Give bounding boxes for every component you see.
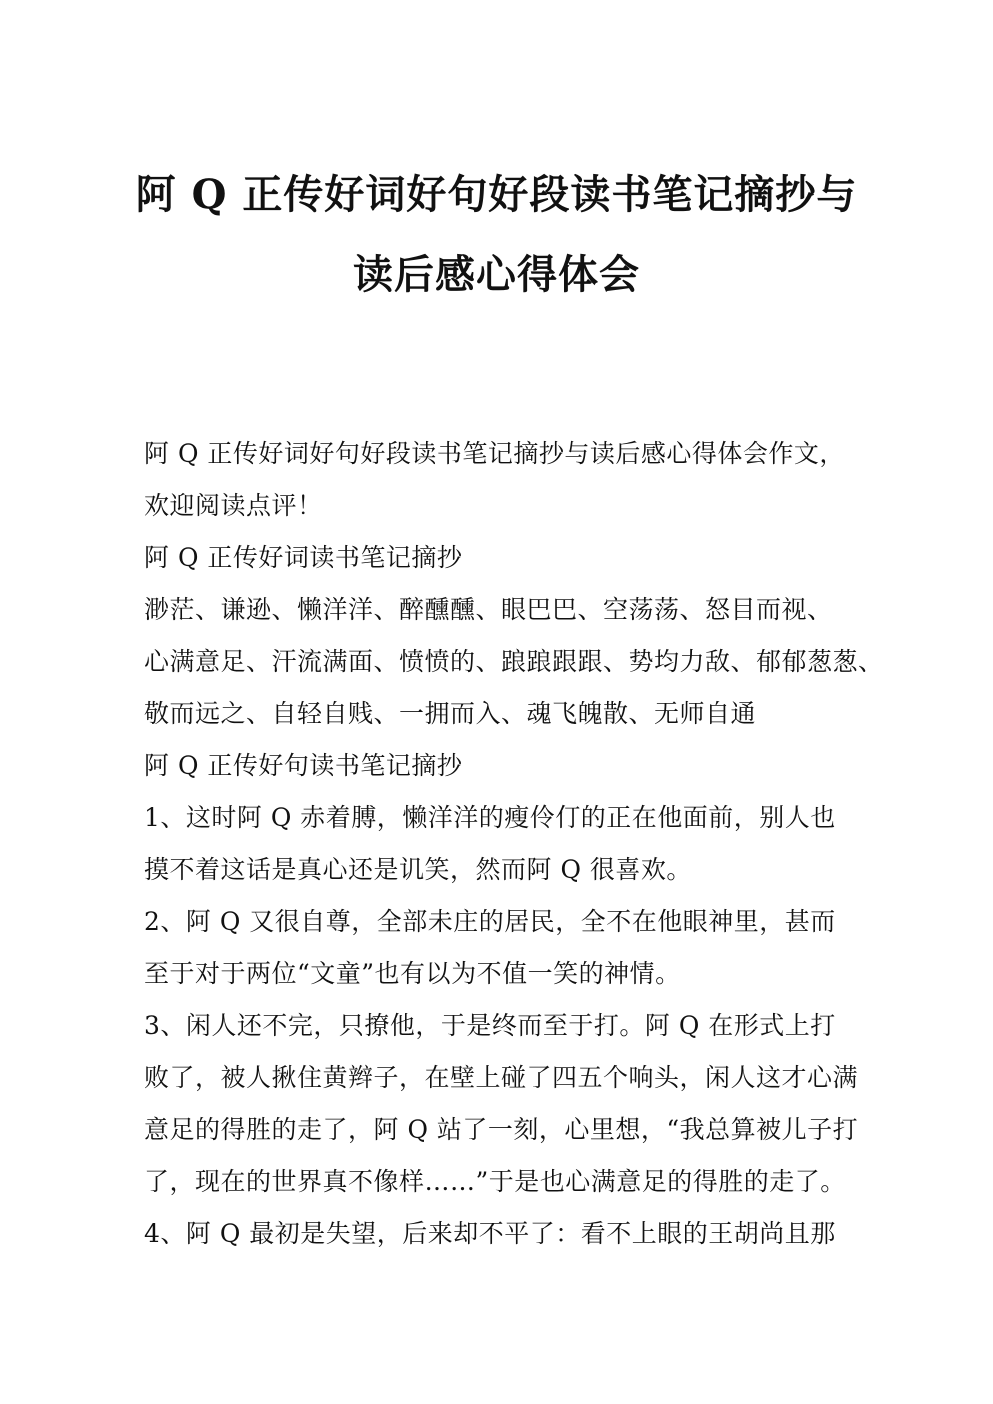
text-line: 意足的得胜的走了，阿 Q 站了一刻，心里想，“我总算被儿子打 xyxy=(144,1115,859,1144)
text-line: 摸不着这话是真心还是讥笑，然而阿 Q 很喜欢。 xyxy=(144,855,692,884)
words-paragraph xyxy=(120,584,900,740)
section-heading-sentences xyxy=(120,740,900,792)
text-line: 了，现在的世界真不像样……”于是也心满意足的得胜的走了。 xyxy=(144,1167,846,1196)
sentence-item-2 xyxy=(120,896,900,1000)
text-line: 4、阿 Q 最初是失望，后来却不平了：看不上眼的王胡尚且那 xyxy=(144,1219,836,1248)
document-title xyxy=(100,155,893,315)
text-line: 敬而远之、自轻自贱、一拥而入、魂飞魄散、无师自通 xyxy=(144,699,757,728)
text-line: 至于对于两位“文童”也有以为不值一笑的神情。 xyxy=(144,959,681,988)
sentence-item-1 xyxy=(120,792,900,896)
document-body xyxy=(120,428,900,1260)
intro-paragraph xyxy=(120,428,900,532)
text-line: 2、阿 Q 又很自尊，全部未庄的居民，全不在他眼神里，甚而 xyxy=(144,907,836,936)
section-heading-words xyxy=(120,532,900,584)
text-line: 3、闲人还不完，只撩他，于是终而至于打。阿 Q 在形式上打 xyxy=(144,1011,836,1040)
title-line-2: 读后感心得体会 xyxy=(353,250,640,298)
text-line: 心满意足、汗流满面、愤愤的、踉踉跟跟、势均力敌、郁郁葱葱、 xyxy=(144,647,884,676)
text-line: 败了，被人揪住黄辫子，在壁上碰了四五个响头，闲人这才心满 xyxy=(144,1063,859,1092)
sentence-item-4 xyxy=(120,1208,900,1260)
text-line: 阿 Q 正传好句读书笔记摘抄 xyxy=(144,751,463,780)
text-line: 阿 Q 正传好词读书笔记摘抄 xyxy=(144,543,463,572)
text-line: 欢迎阅读点评！ xyxy=(144,491,323,520)
text-line: 阿 Q 正传好词好句好段读书笔记摘抄与读后感心得体会作文， xyxy=(144,439,845,468)
text-line: 1、这时阿 Q 赤着膊，懒洋洋的瘦伶仃的正在他面前，别人也 xyxy=(144,803,836,832)
text-line: 渺茫、谦逊、懒洋洋、醉醺醺、眼巴巴、空荡荡、怒目而视、 xyxy=(144,595,833,624)
sentence-item-3 xyxy=(120,1000,900,1208)
title-line-1: 阿 Q 正传好词好句好段读书笔记摘抄与 xyxy=(135,170,858,218)
